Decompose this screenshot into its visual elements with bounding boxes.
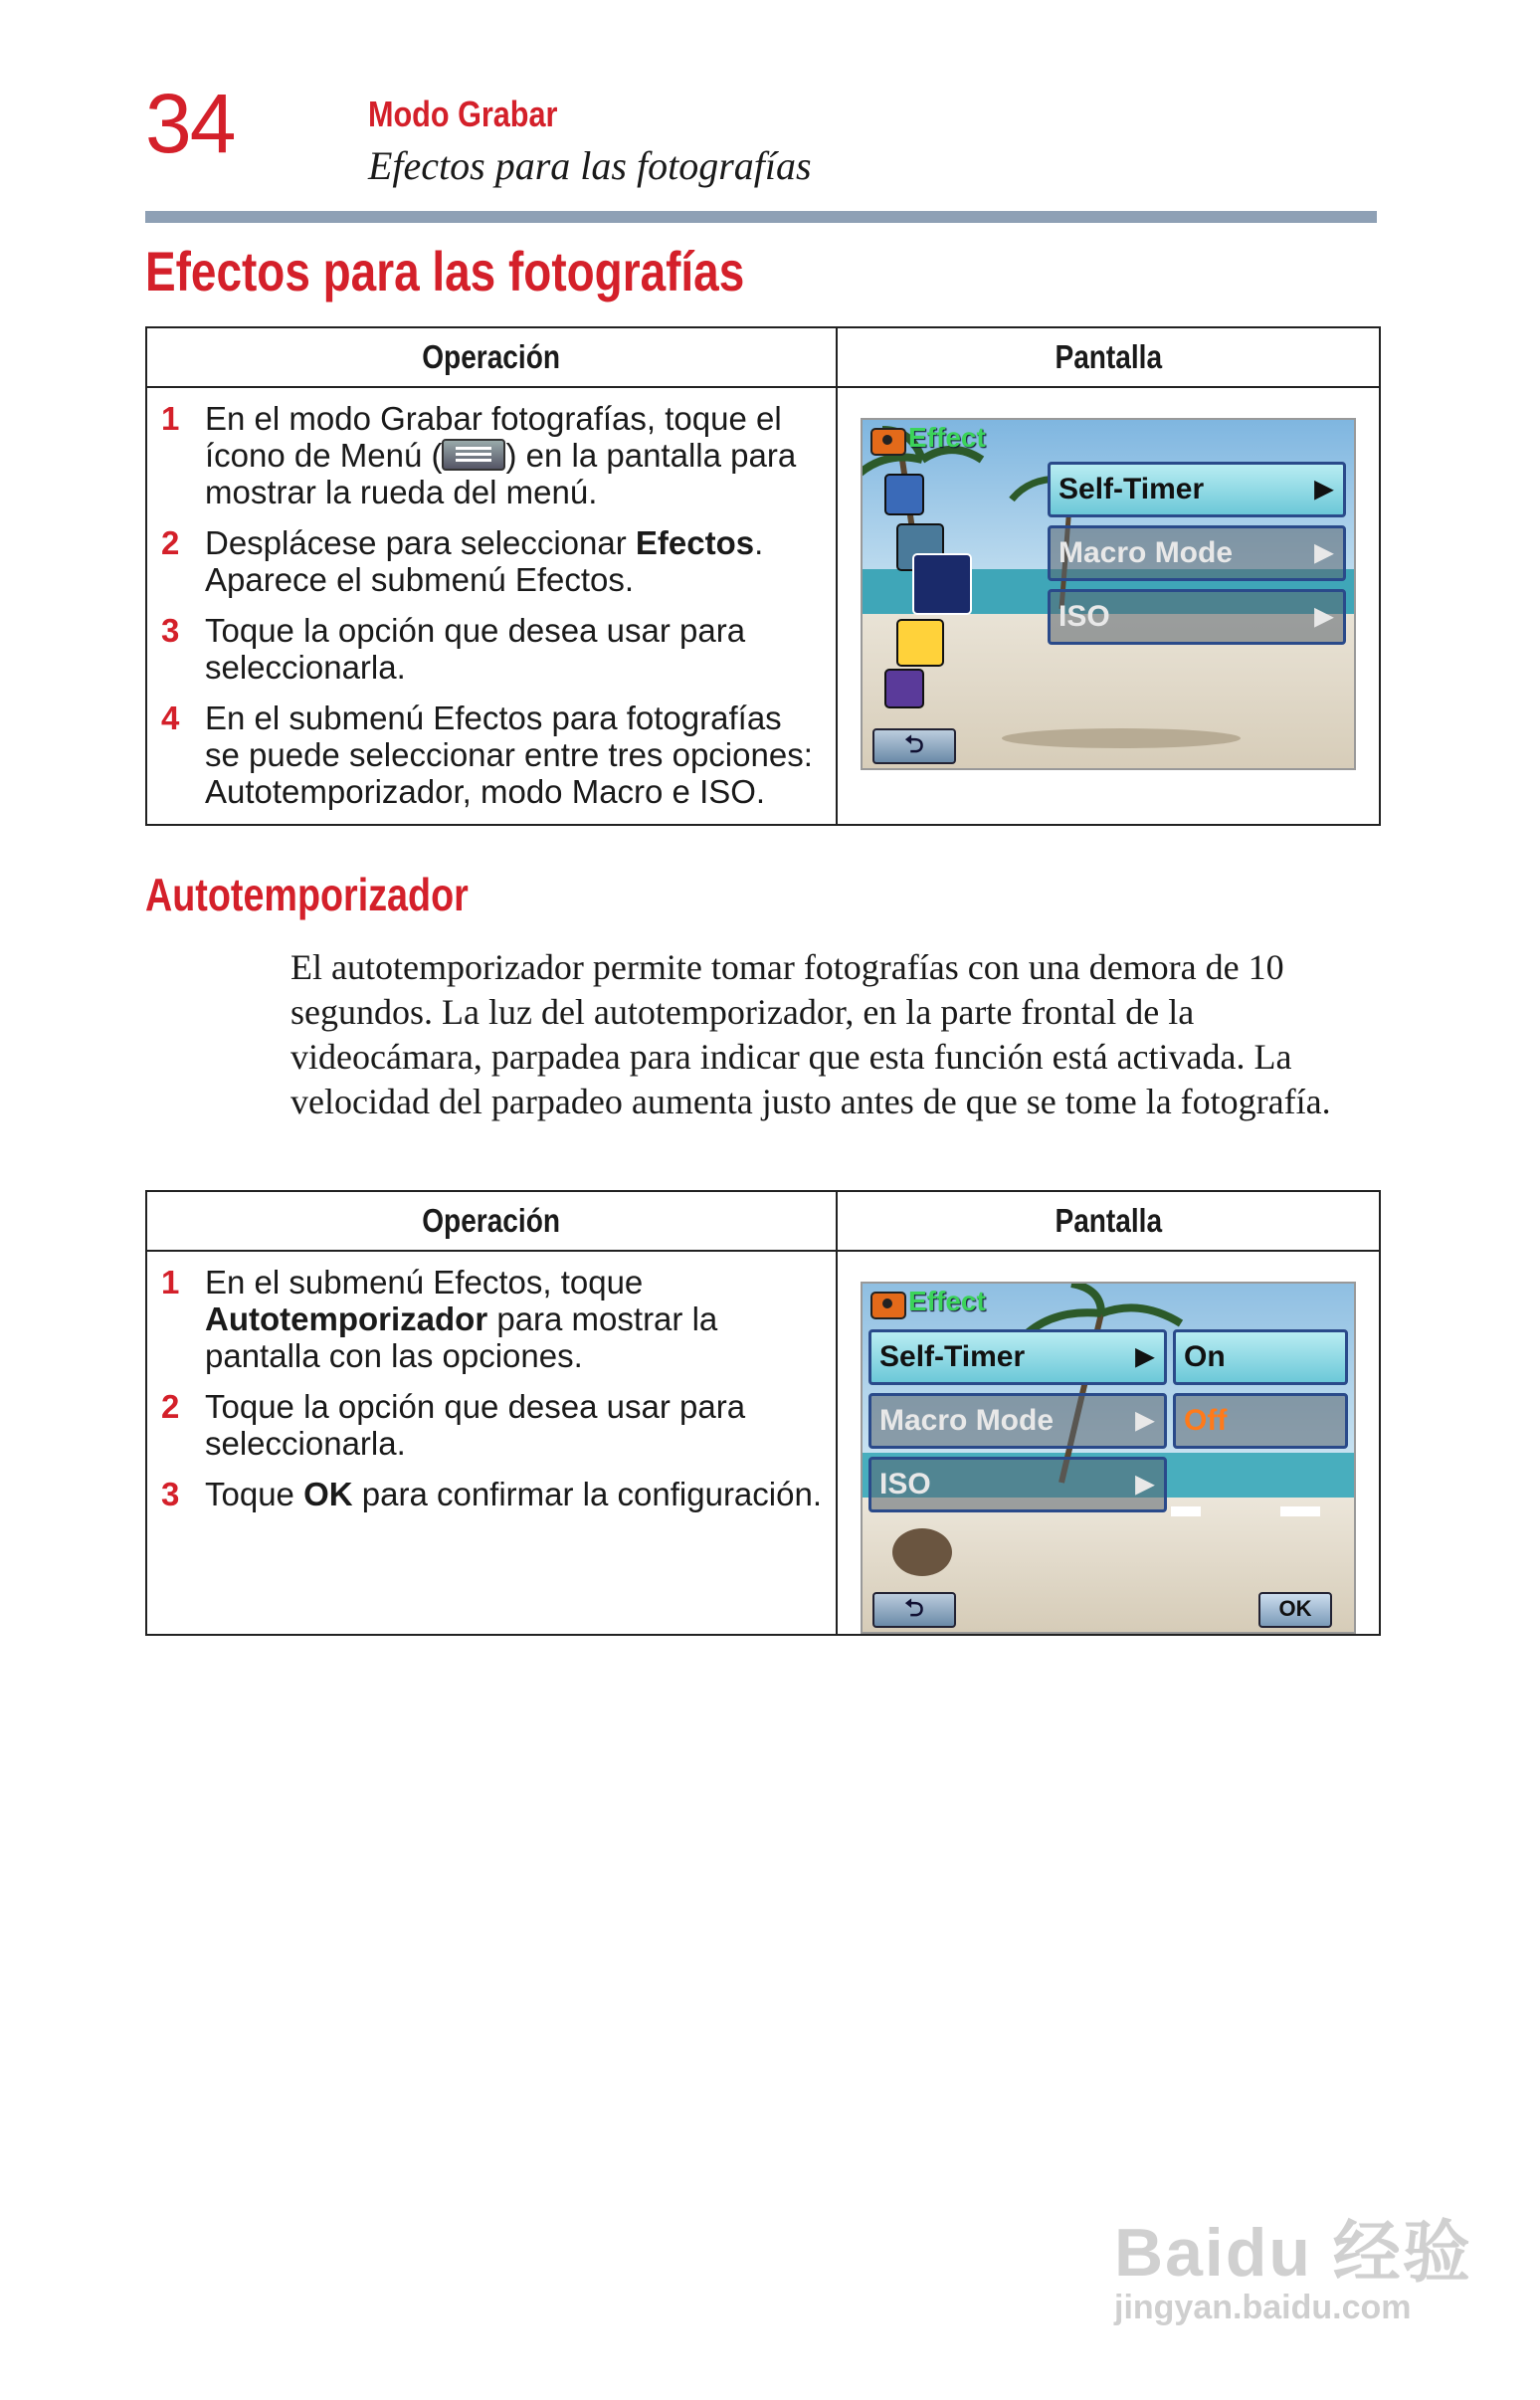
menu-icon: [442, 439, 505, 471]
menu-item-macro-mode[interactable]: Macro Mode ▶: [868, 1393, 1167, 1449]
operation-table-effects: [145, 326, 1381, 826]
arrow-right-icon: ▶: [1135, 1471, 1154, 1498]
intro-paragraph: El autotemporizador permite tomar fotografías con una demora de 10 segundos. La luz del autotemporizador, en la parte frontal de la videocámara, parpadea para indicar que esta función está activada. La velocidad del parpadeo aumenta justo antes de que se tome la fotografía.: [290, 947, 1331, 1121]
effect-title: Effect: [908, 1286, 986, 1316]
menu-item-macro-mode[interactable]: Macro Mode ▶: [1048, 525, 1346, 581]
option-off[interactable]: Off: [1173, 1393, 1348, 1449]
menu-item-iso[interactable]: ISO ▶: [868, 1457, 1167, 1512]
step-item: 2 Desplácese para seleccionar Efectos. Aparece el submenú Efectos.: [161, 524, 764, 598]
steps-cell: [146, 1251, 837, 1635]
screen-cell: [837, 387, 1380, 825]
arrow-right-icon: ▶: [1314, 476, 1333, 502]
sub-heading: Autotemporizador: [145, 869, 469, 920]
column-header-screen: Pantalla: [837, 327, 1380, 387]
menu-item-self-timer[interactable]: Self-Timer ▶: [1048, 462, 1346, 517]
step-item: 1 En el submenú Efectos, toque Autotemporizador para mostrar la pantalla con las opciones.: [161, 1264, 718, 1374]
back-button[interactable]: ⮌: [872, 1592, 956, 1628]
ok-button[interactable]: OK: [1258, 1592, 1332, 1628]
step-item: 2 Toque la opción que desea usar para seleccionarla.: [161, 1388, 746, 1462]
column-header-screen: Pantalla: [837, 1191, 1380, 1251]
running-subtitle: Efectos para las fotografías: [368, 143, 812, 188]
menu-item-self-timer[interactable]: Self-Timer ▶: [868, 1329, 1167, 1385]
menu-item-iso[interactable]: ISO ▶: [1048, 589, 1346, 645]
option-on[interactable]: On: [1173, 1329, 1348, 1385]
arrow-right-icon: ▶: [1135, 1407, 1154, 1434]
film-icon: [884, 474, 924, 515]
camera-icon: [870, 1292, 906, 1319]
operation-table-self-timer: [145, 1190, 1381, 1636]
section-heading: Efectos para las fotografías: [145, 240, 745, 302]
column-header-operation: Operación: [146, 327, 837, 387]
camera-screen-self-timer: [861, 1282, 1356, 1634]
effect-title: Effect: [908, 422, 986, 453]
step-item: 4 En el submenú Efectos para fotografías se puede seleccionar entre tres opciones: Autotemporizador, modo Macro e ISO.: [161, 700, 813, 810]
column-header-operation: Operación: [146, 1191, 837, 1251]
arrow-right-icon: ▶: [1135, 1343, 1154, 1370]
white-balance-icon: [884, 669, 924, 708]
step-item: 3 Toque la opción que desea usar para seleccionarla.: [161, 612, 746, 686]
camera-screen-effects: [861, 418, 1356, 770]
effects-icon: [912, 553, 972, 615]
night-icon: [896, 619, 944, 667]
camera-icon: [870, 428, 906, 456]
back-button[interactable]: ⮌: [872, 728, 956, 764]
screen-cell: [837, 1251, 1380, 1635]
header-rule: [145, 211, 1377, 223]
step-item: 3 Toque OK para confirmar la configuración.: [161, 1476, 822, 1512]
arrow-right-icon: ▶: [1314, 539, 1333, 566]
steps-cell: [146, 387, 837, 825]
chapter-title: Modo Grabar: [368, 94, 558, 134]
baidu-watermark: Baidu 经验 jingyan.baidu.com: [1114, 2215, 1472, 2326]
step-item: 1 En el modo Grabar fotografías, toque el ícono de Menú ( ) en la pantalla para mostrar la rueda del menú.: [161, 400, 797, 510]
arrow-right-icon: ▶: [1314, 603, 1333, 630]
page-number: 34: [145, 77, 235, 170]
